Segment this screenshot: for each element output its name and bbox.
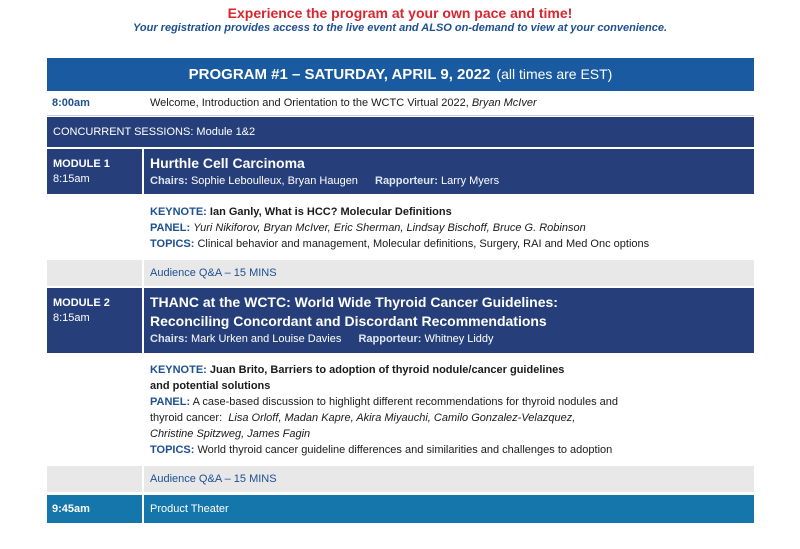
module2-panel-label: PANEL:	[150, 396, 191, 408]
header-tagline: Experience the program at your own pace and time!	[227, 5, 573, 21]
module1-title: Hurthle Cell Carcinoma	[150, 155, 305, 171]
welcome-time: 8:00am	[52, 97, 90, 109]
module1-chairs	[150, 173, 754, 189]
module2-details	[150, 362, 750, 458]
module1-panel: Yuri Nikiforov, Bryan McIver, Eric Sherman, Lindsay Bischoff, Bruce G. Robinson	[193, 222, 586, 234]
program-title-bar	[47, 58, 754, 91]
module1-qa-spacer	[47, 260, 142, 286]
module1-header	[144, 149, 754, 194]
program-subtitle: (all times are EST)	[496, 66, 613, 82]
module1-panel-label: PANEL:	[150, 222, 191, 234]
welcome-speaker: Bryan McIver	[471, 97, 537, 109]
concurrent-sessions-bar: CONCURRENT SESSIONS: Module 1&2	[47, 117, 754, 147]
welcome-description: Welcome, Introduction and Orientation to the WCTC Virtual 2022,	[150, 97, 469, 109]
module2-chairs-names: Mark Urken and Louise Davies	[190, 333, 342, 345]
module1-keynote: Ian Ganly, What is HCC? Molecular Definitions	[209, 206, 452, 218]
module1-label-cell	[47, 149, 142, 194]
module2-chairs	[150, 331, 754, 347]
module1-details	[150, 204, 750, 252]
module2-rapporteur-name: Whitney Liddy	[424, 333, 494, 345]
module1-chairs-names: Sophie Leboulleux, Bryan Haugen	[190, 175, 358, 187]
header-subtagline: Your registration provides access to the live event and ALSO on-demand to view at your convenience.	[132, 22, 668, 34]
module1-rapporteur-name: Larry Myers	[441, 175, 500, 187]
module1-qa: Audience Q&A – 15 MINS	[144, 260, 754, 286]
module1-topics-label: TOPICS:	[150, 238, 195, 250]
module2-panel-line3-names: Christine Spitzweg, James Fagin	[150, 428, 311, 440]
module2-topics-label: TOPICS:	[150, 444, 195, 456]
module2-title-line2: Reconciling Concordant and Discordant Recommendations	[150, 313, 547, 329]
module2-panel-line2-names: Lisa Orloff, Madan Kapre, Akira Miyauchi, Camilo Gonzalez-Velazquez,	[228, 412, 576, 424]
product-theater-time: 9:45am	[47, 495, 142, 523]
module2-chairs-label: Chairs:	[150, 333, 188, 345]
module1-name: MODULE 1	[53, 158, 110, 170]
module2-panel-line1: A case-based discussion to highlight different recommendations for thyroid nodules and	[192, 396, 618, 408]
module2-panel-line2-plain: thyroid cancer:	[150, 412, 223, 424]
module2-header	[144, 288, 754, 353]
welcome-text	[150, 97, 537, 109]
module2-topics: World thyroid cancer guideline differences and similarities and challenges to adoption	[197, 444, 613, 456]
module1-topics: Clinical behavior and management, Molecular definitions, Surgery, RAI and Med Onc options	[197, 238, 650, 250]
module2-label-cell	[47, 288, 142, 353]
module2-time: 8:15am	[53, 312, 90, 324]
program-title: PROGRAM #1 – SATURDAY, APRIL 9, 2022	[188, 66, 491, 83]
module2-name: MODULE 2	[53, 297, 110, 309]
module1-time: 8:15am	[53, 173, 90, 185]
module2-label	[47, 288, 142, 326]
module2-rapporteur-label: Rapporteur:	[358, 333, 422, 345]
module2-title-line1: THANC at the WCTC: World Wide Thyroid Cancer Guidelines:	[150, 294, 558, 310]
module1-chairs-label: Chairs:	[150, 175, 188, 187]
module2-qa-spacer	[47, 466, 142, 492]
product-theater-label: Product Theater	[144, 495, 754, 523]
module2-keynote-line2: and potential solutions	[150, 380, 271, 392]
module2-keynote-label: KEYNOTE:	[150, 364, 207, 376]
module2-qa: Audience Q&A – 15 MINS	[144, 466, 754, 492]
module1-rapporteur-label: Rapporteur:	[375, 175, 438, 187]
module1-keynote-label: KEYNOTE:	[150, 206, 207, 218]
module1-label	[47, 149, 142, 187]
module2-keynote-line1: Juan Brito, Barriers to adoption of thyroid nodule/cancer guidelines	[209, 364, 565, 376]
